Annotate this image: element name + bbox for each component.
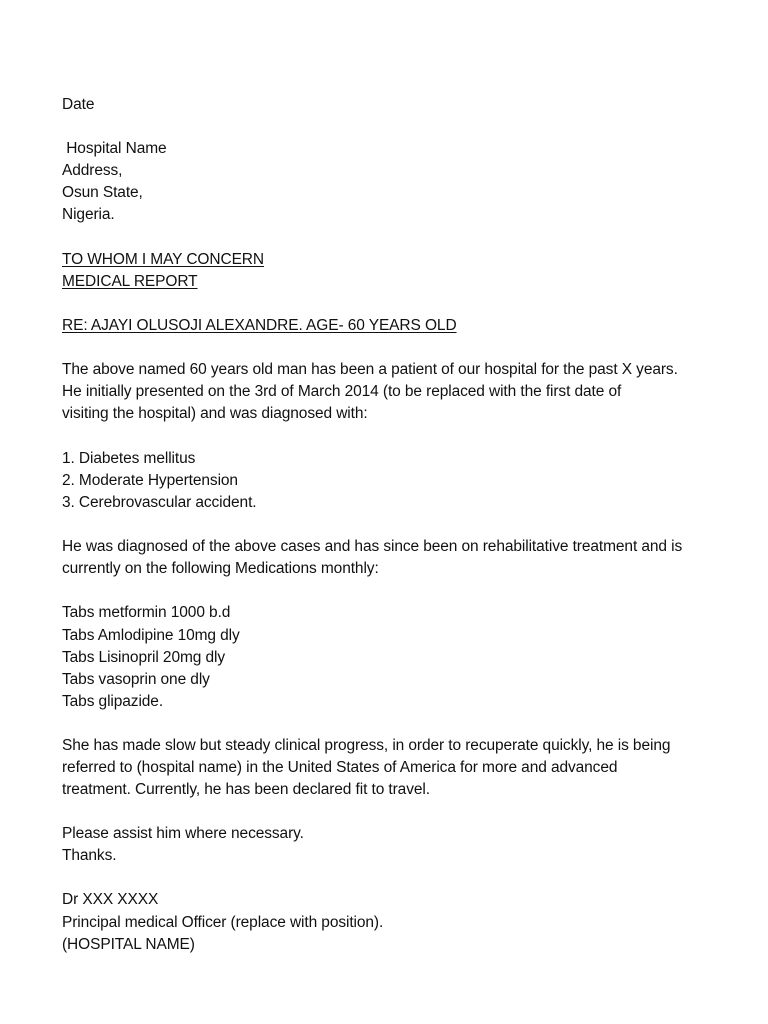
salutation-heading: TO WHOM I MAY CONCERN: [62, 251, 264, 268]
diagnosis-item: 2. Moderate Hypertension: [62, 472, 238, 489]
recipient-state: Osun State,: [62, 184, 143, 201]
progress-line: treatment. Currently, he has been declared fit to travel.: [62, 781, 430, 798]
medication-item: Tabs Amlodipine 10mg dly: [62, 627, 240, 644]
medication-item: Tabs vasoprin one dly: [62, 671, 210, 688]
medication-item: Tabs metformin 1000 b.d: [62, 604, 231, 621]
medication-item: Tabs Lisinopril 20mg dly: [62, 649, 226, 666]
medication-item: Tabs glipazide.: [62, 693, 164, 710]
diagnosis-item: 3. Cerebrovascular accident.: [62, 494, 257, 511]
subject-line: RE: AJAYI OLUSOJI ALEXANDRE. AGE- 60 YEARS OLD: [62, 317, 457, 334]
letter-date: Date: [62, 96, 95, 113]
recipient-hospital-name: Hospital Name: [62, 140, 167, 157]
progress-line: referred to (hospital name) in the United States of America for more and advanced: [62, 759, 618, 776]
recipient-country: Nigeria.: [62, 206, 115, 223]
signature-hospital: (HOSPITAL NAME): [62, 936, 195, 953]
intro-line: The above named 60 years old man has been a patient of our hospital for the past X years.: [62, 361, 678, 378]
signature-position: Principal medical Officer (replace with position).: [62, 914, 384, 931]
intro-line: visiting the hospital) and was diagnosed with:: [62, 405, 368, 422]
intro-line: He initially presented on the 3rd of March 2014 (to be replaced with the first date of: [62, 383, 622, 400]
signature-name: Dr XXX XXXX: [62, 891, 159, 908]
closing-thanks: Thanks.: [62, 847, 117, 864]
progress-line: She has made slow but steady clinical progress, in order to recuperate quickly, he is being: [62, 737, 671, 754]
diagnosis-item: 1. Diabetes mellitus: [62, 450, 196, 467]
report-title: MEDICAL REPORT: [62, 273, 198, 290]
closing-request: Please assist him where necessary.: [62, 825, 304, 842]
treatment-line: currently on the following Medications monthly:: [62, 560, 379, 577]
recipient-address: Address,: [62, 162, 123, 179]
treatment-line: He was diagnosed of the above cases and has since been on rehabilitative treatment and is: [62, 538, 683, 555]
